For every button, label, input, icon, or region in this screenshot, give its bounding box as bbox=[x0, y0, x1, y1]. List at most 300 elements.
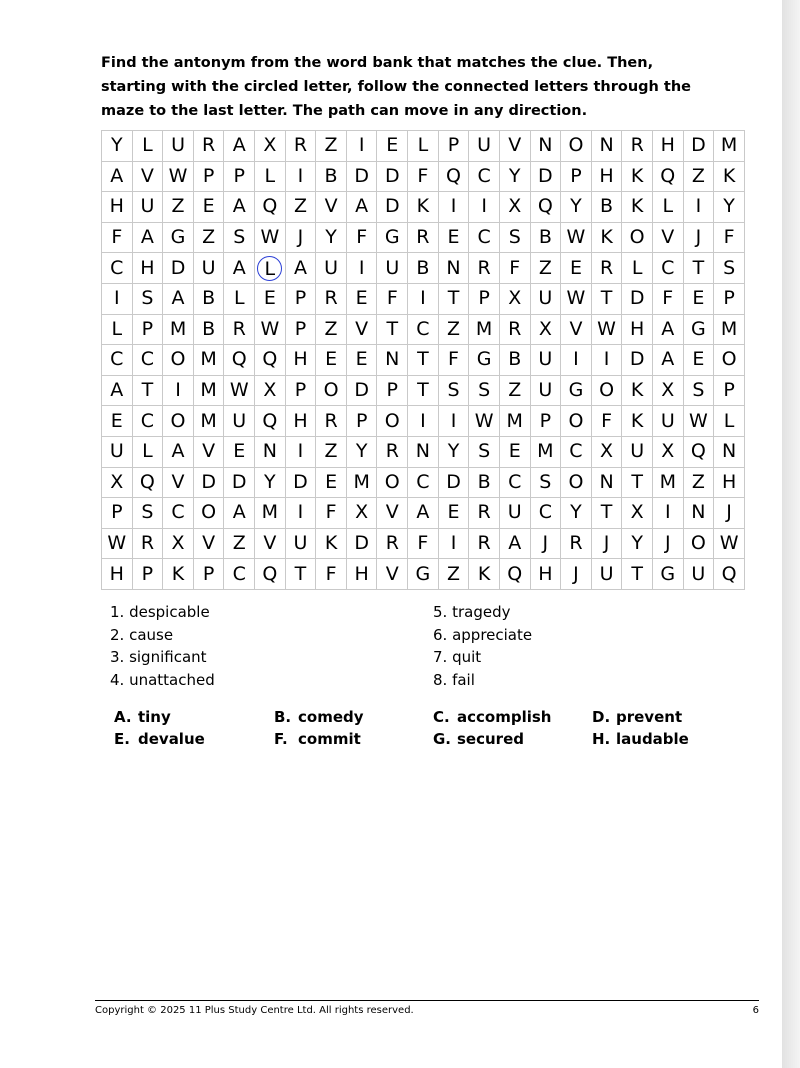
grid-cell bbox=[561, 406, 592, 437]
grid-cell bbox=[469, 253, 500, 284]
grid-letter: F bbox=[111, 226, 123, 249]
grid-letter: A bbox=[416, 501, 430, 524]
clue-item: 2. cause bbox=[110, 625, 174, 644]
grid-letter: E bbox=[569, 256, 582, 279]
grid-letter: M bbox=[720, 134, 738, 157]
word-bank bbox=[114, 708, 714, 752]
grid-letter: W bbox=[688, 409, 708, 432]
grid-letter: A bbox=[293, 256, 307, 279]
grid-letter: C bbox=[661, 256, 675, 279]
grid-cell bbox=[530, 375, 561, 406]
grid-letter: D bbox=[446, 470, 461, 493]
grid-cell bbox=[530, 528, 561, 559]
grid-cell bbox=[714, 345, 745, 376]
grid-letter: E bbox=[692, 348, 705, 371]
grid-letter: W bbox=[260, 317, 280, 340]
grid-cell bbox=[163, 406, 194, 437]
grid-cell bbox=[561, 222, 592, 253]
grid-letter: Y bbox=[264, 470, 276, 493]
grid-letter: V bbox=[324, 195, 338, 218]
grid-letter: F bbox=[356, 226, 368, 249]
grid-cell bbox=[469, 131, 500, 162]
grid-letter: H bbox=[630, 317, 645, 340]
grid-letter: I bbox=[695, 195, 702, 218]
word-bank-item bbox=[592, 730, 689, 748]
grid-letter: U bbox=[477, 134, 492, 157]
grid-letter: M bbox=[720, 317, 738, 340]
grid-letter: S bbox=[447, 379, 460, 402]
grid-letter: M bbox=[169, 317, 187, 340]
grid-letter: E bbox=[233, 440, 246, 463]
grid-letter: S bbox=[478, 440, 491, 463]
word-bank-word: prevent bbox=[616, 708, 683, 726]
grid-cell bbox=[285, 131, 316, 162]
grid-cell bbox=[499, 498, 530, 529]
grid-letter: S bbox=[692, 379, 705, 402]
grid-cell bbox=[530, 498, 561, 529]
grid-cell bbox=[285, 345, 316, 376]
word-bank-word: commit bbox=[298, 730, 361, 748]
grid-cell bbox=[102, 283, 133, 314]
grid-letter: P bbox=[141, 317, 154, 340]
grid-cell bbox=[438, 375, 469, 406]
word-bank-letter: E. bbox=[114, 730, 130, 748]
grid-letter: P bbox=[294, 317, 307, 340]
grid-letter: S bbox=[508, 226, 521, 249]
grid-cell bbox=[530, 283, 561, 314]
grid-cell bbox=[193, 406, 224, 437]
grid-letter: Q bbox=[660, 164, 676, 187]
grid-cell bbox=[408, 375, 439, 406]
grid-letter: N bbox=[262, 440, 277, 463]
grid-cell bbox=[652, 375, 683, 406]
grid-cell bbox=[469, 375, 500, 406]
grid-cell bbox=[591, 498, 622, 529]
grid-cell bbox=[408, 345, 439, 376]
grid-cell bbox=[102, 314, 133, 345]
grid-cell bbox=[255, 283, 286, 314]
grid-cell bbox=[469, 345, 500, 376]
grid-letter: L bbox=[723, 409, 735, 432]
grid-cell bbox=[316, 528, 347, 559]
grid-letter: T bbox=[386, 317, 399, 340]
grid-letter: U bbox=[385, 256, 400, 279]
grid-letter: C bbox=[538, 501, 552, 524]
grid-letter: R bbox=[599, 256, 614, 279]
grid-cell bbox=[591, 253, 622, 284]
grid-cell bbox=[499, 222, 530, 253]
grid-cell bbox=[652, 559, 683, 590]
grid-letter: U bbox=[660, 409, 675, 432]
grid-letter: C bbox=[416, 317, 430, 340]
grid-cell bbox=[683, 436, 714, 467]
grid-cell bbox=[499, 467, 530, 498]
grid-letter: N bbox=[446, 256, 461, 279]
grid-cell bbox=[530, 222, 561, 253]
grid-letter: I bbox=[450, 409, 457, 432]
grid-cell bbox=[561, 345, 592, 376]
grid-letter: H bbox=[538, 562, 553, 585]
clue-item: 4. unattached bbox=[110, 670, 215, 689]
grid-letter: W bbox=[566, 287, 586, 310]
grid-cell bbox=[224, 253, 255, 284]
grid-cell bbox=[438, 467, 469, 498]
grid-letter: K bbox=[630, 379, 644, 402]
grid-letter: O bbox=[384, 409, 400, 432]
grid-row bbox=[102, 467, 745, 498]
grid-cell bbox=[193, 222, 224, 253]
grid-letter: G bbox=[568, 379, 584, 402]
grid-letter: V bbox=[385, 501, 399, 524]
grid-cell bbox=[132, 192, 163, 223]
grid-cell bbox=[285, 436, 316, 467]
grid-letter: V bbox=[263, 532, 277, 555]
grid-cell bbox=[499, 283, 530, 314]
grid-cell bbox=[132, 345, 163, 376]
grid-letter: L bbox=[662, 195, 674, 218]
grid-letter: Y bbox=[570, 501, 582, 524]
grid-cell bbox=[408, 559, 439, 590]
grid-cell bbox=[316, 283, 347, 314]
grid-cell bbox=[714, 161, 745, 192]
grid-letter: R bbox=[232, 317, 246, 340]
grid-letter: A bbox=[661, 317, 675, 340]
grid-cell bbox=[683, 283, 714, 314]
grid-cell bbox=[316, 253, 347, 284]
grid-letter: F bbox=[417, 164, 429, 187]
grid-cell bbox=[622, 131, 653, 162]
grid-cell bbox=[591, 131, 622, 162]
grid-cell bbox=[683, 192, 714, 223]
grid-cell bbox=[377, 559, 408, 590]
grid-cell bbox=[377, 406, 408, 437]
grid-cell bbox=[377, 345, 408, 376]
grid-letter: K bbox=[600, 226, 613, 249]
grid-row bbox=[102, 559, 745, 590]
grid-cell bbox=[346, 283, 377, 314]
grid-cell bbox=[561, 283, 592, 314]
grid-letter: C bbox=[569, 440, 583, 463]
grid-cell bbox=[193, 161, 224, 192]
grid-letter: W bbox=[719, 532, 739, 555]
grid-letter: R bbox=[477, 501, 491, 524]
grid-cell bbox=[255, 161, 286, 192]
grid-cell bbox=[530, 314, 561, 345]
clue-item: 6. appreciate bbox=[433, 625, 533, 644]
grid-letter: Y bbox=[355, 440, 368, 463]
grid-letter: Z bbox=[171, 195, 185, 218]
grid-letter: U bbox=[599, 562, 614, 585]
grid-cell bbox=[285, 467, 316, 498]
grid-cell bbox=[163, 161, 194, 192]
letter-maze bbox=[101, 130, 745, 590]
grid-letter: A bbox=[232, 256, 246, 279]
grid-cell bbox=[652, 131, 683, 162]
word-bank-letter: C. bbox=[433, 708, 450, 726]
grid-letter: I bbox=[297, 440, 304, 463]
grid-letter: X bbox=[355, 501, 369, 524]
grid-cell bbox=[163, 314, 194, 345]
grid-cell bbox=[438, 131, 469, 162]
page-shadow bbox=[782, 0, 800, 1068]
grid-cell bbox=[193, 283, 224, 314]
grid-cell bbox=[622, 406, 653, 437]
grid-cell bbox=[499, 559, 530, 590]
grid-letter: J bbox=[603, 532, 610, 555]
grid-cell bbox=[652, 314, 683, 345]
grid-cell bbox=[438, 436, 469, 467]
grid-letter: R bbox=[630, 134, 644, 157]
grid-cell bbox=[438, 192, 469, 223]
grid-letter: S bbox=[478, 379, 491, 402]
grid-letter: R bbox=[508, 317, 522, 340]
grid-letter: E bbox=[202, 195, 215, 218]
grid-row bbox=[102, 253, 745, 284]
grid-cell bbox=[102, 375, 133, 406]
grid-letter: J bbox=[695, 226, 702, 249]
grid-cell bbox=[316, 375, 347, 406]
grid-cell bbox=[163, 498, 194, 529]
grid-letter: N bbox=[721, 440, 737, 463]
grid-letter: P bbox=[447, 134, 460, 157]
grid-cell bbox=[102, 192, 133, 223]
grid-row bbox=[102, 192, 745, 223]
grid-cell bbox=[591, 192, 622, 223]
grid-cell bbox=[408, 253, 439, 284]
grid-letter: I bbox=[297, 164, 304, 187]
grid-cell bbox=[622, 375, 653, 406]
grid-cell bbox=[438, 528, 469, 559]
grid-letter: O bbox=[690, 532, 706, 555]
grid-letter: D bbox=[384, 195, 400, 218]
grid-cell bbox=[591, 161, 622, 192]
grid-letter: E bbox=[692, 287, 705, 310]
grid-letter: D bbox=[629, 348, 645, 371]
grid-letter: O bbox=[721, 348, 737, 371]
grid-cell bbox=[377, 131, 408, 162]
grid-letter: T bbox=[417, 379, 429, 402]
grid-letter: Q bbox=[262, 409, 278, 432]
grid-letter: F bbox=[386, 287, 398, 310]
grid-letter: F bbox=[601, 409, 613, 432]
instructions: Find the antonym from the word bank that matches the clue. Then, starting with the circled letter, follow the connected letters through the maze to the last letter. The path can move in any direction. bbox=[101, 55, 692, 119]
grid-row bbox=[102, 375, 745, 406]
grid-letter: V bbox=[508, 134, 522, 157]
grid-letter: Q bbox=[231, 348, 247, 371]
grid-letter: I bbox=[450, 532, 457, 555]
grid-letter: P bbox=[141, 562, 154, 585]
grid-cell bbox=[652, 161, 683, 192]
grid-cell bbox=[714, 406, 745, 437]
grid-cell bbox=[132, 498, 163, 529]
grid-cell bbox=[102, 253, 133, 284]
grid-letter: K bbox=[630, 195, 644, 218]
grid-letter: O bbox=[568, 134, 584, 157]
grid-letter: U bbox=[538, 379, 553, 402]
grid-letter: T bbox=[600, 287, 613, 310]
word-bank-item bbox=[274, 730, 361, 748]
grid-cell bbox=[377, 192, 408, 223]
word-bank-word: laudable bbox=[616, 730, 689, 748]
grid-cell bbox=[255, 314, 286, 345]
grid-cell bbox=[683, 498, 714, 529]
grid-letter: R bbox=[477, 256, 491, 279]
grid-letter: E bbox=[386, 134, 399, 157]
grid-letter: E bbox=[325, 470, 338, 493]
grid-letter: J bbox=[726, 501, 732, 524]
grid-letter: E bbox=[355, 348, 368, 371]
grid-cell bbox=[622, 467, 653, 498]
grid-cell bbox=[255, 436, 286, 467]
grid-letter: K bbox=[630, 164, 644, 187]
grid-letter: E bbox=[447, 501, 460, 524]
grid-letter: N bbox=[691, 501, 706, 524]
grid-letter: E bbox=[325, 348, 338, 371]
grid-letter: W bbox=[566, 226, 586, 249]
grid-cell bbox=[316, 467, 347, 498]
grid-cell bbox=[561, 314, 592, 345]
grid-cell bbox=[316, 559, 347, 590]
grid-cell bbox=[377, 375, 408, 406]
grid-cell bbox=[714, 436, 745, 467]
grid-cell bbox=[591, 222, 622, 253]
grid-letter: S bbox=[233, 226, 246, 249]
grid-cell bbox=[163, 283, 194, 314]
grid-letter: T bbox=[692, 256, 705, 279]
grid-cell bbox=[285, 406, 316, 437]
grid-cell bbox=[193, 345, 224, 376]
grid-cell bbox=[132, 253, 163, 284]
grid-letter: K bbox=[477, 562, 491, 585]
grid-cell bbox=[285, 161, 316, 192]
grid-cell bbox=[102, 467, 133, 498]
grid-cell bbox=[622, 222, 653, 253]
grid-cell bbox=[591, 375, 622, 406]
grid-letter: A bbox=[171, 287, 185, 310]
grid-letter: C bbox=[477, 226, 491, 249]
grid-cell bbox=[652, 528, 683, 559]
grid-cell bbox=[499, 345, 530, 376]
footer-divider bbox=[95, 1000, 759, 1001]
grid-letter: W bbox=[597, 317, 616, 340]
grid-cell bbox=[591, 528, 622, 559]
grid-cell bbox=[714, 314, 745, 345]
grid-cell bbox=[316, 192, 347, 223]
grid-letter: Q bbox=[690, 440, 706, 463]
grid-cell bbox=[438, 559, 469, 590]
grid-letter: O bbox=[599, 379, 615, 402]
clue-list-right bbox=[433, 601, 532, 691]
grid-cell bbox=[683, 345, 714, 376]
grid-letter: O bbox=[170, 348, 186, 371]
word-bank-letter: B. bbox=[274, 708, 292, 726]
grid-row bbox=[102, 131, 745, 162]
grid-cell bbox=[255, 467, 286, 498]
grid-letter: R bbox=[293, 134, 308, 157]
grid-letter: N bbox=[599, 470, 614, 493]
grid-cell bbox=[285, 528, 316, 559]
grid-cell bbox=[499, 131, 530, 162]
grid-cell bbox=[561, 498, 592, 529]
grid-cell bbox=[622, 283, 653, 314]
grid-cell bbox=[622, 192, 653, 223]
grid-letter: C bbox=[416, 470, 430, 493]
grid-cell bbox=[316, 345, 347, 376]
grid-letter: X bbox=[263, 134, 277, 157]
grid-cell bbox=[561, 161, 592, 192]
grid-letter: M bbox=[353, 470, 370, 493]
clue-item: 8. fail bbox=[433, 670, 475, 689]
grid-cell bbox=[408, 161, 439, 192]
grid-cell bbox=[438, 222, 469, 253]
grid-cell bbox=[132, 283, 163, 314]
grid-cell bbox=[346, 406, 377, 437]
grid-letter: X bbox=[508, 195, 522, 218]
grid-letter: G bbox=[170, 226, 186, 249]
grid-cell bbox=[316, 314, 347, 345]
grid-letter: Y bbox=[723, 195, 735, 218]
grid-letter: L bbox=[631, 256, 643, 279]
grid-cell bbox=[499, 436, 530, 467]
grid-cell bbox=[285, 498, 316, 529]
grid-cell bbox=[469, 222, 500, 253]
grid-letter: W bbox=[168, 164, 188, 187]
grid-letter: C bbox=[110, 348, 124, 371]
grid-letter: F bbox=[325, 501, 337, 524]
clue-list-left bbox=[110, 601, 215, 691]
grid-cell bbox=[714, 283, 745, 314]
word-bank-word: comedy bbox=[298, 708, 364, 726]
grid-cell bbox=[561, 375, 592, 406]
grid-letter: A bbox=[508, 532, 522, 555]
grid-letter: Y bbox=[325, 226, 337, 249]
grid-letter: C bbox=[140, 348, 155, 371]
grid-cell bbox=[255, 131, 286, 162]
grid-cell bbox=[255, 345, 286, 376]
grid-letter: G bbox=[691, 317, 706, 340]
grid-cell bbox=[714, 467, 745, 498]
grid-letter: M bbox=[200, 379, 217, 402]
grid-letter: P bbox=[111, 501, 123, 524]
grid-letter: S bbox=[141, 287, 154, 310]
grid-cell bbox=[224, 222, 255, 253]
grid-cell bbox=[163, 436, 194, 467]
grid-letter: Z bbox=[324, 317, 338, 340]
grid-cell bbox=[346, 131, 377, 162]
grid-cell bbox=[469, 406, 500, 437]
grid-cell bbox=[530, 192, 561, 223]
grid-cell bbox=[102, 436, 133, 467]
grid-cell bbox=[377, 161, 408, 192]
grid-cell bbox=[530, 436, 561, 467]
grid-cell bbox=[408, 222, 439, 253]
grid-cell bbox=[377, 528, 408, 559]
grid-cell bbox=[377, 283, 408, 314]
grid-letter: F bbox=[417, 532, 429, 555]
grid-cell bbox=[377, 314, 408, 345]
grid-cell bbox=[499, 192, 530, 223]
grid-cell bbox=[163, 559, 194, 590]
grid-cell bbox=[622, 345, 653, 376]
grid-letter: M bbox=[537, 440, 554, 463]
grid-letter: J bbox=[664, 532, 671, 555]
grid-letter: H bbox=[660, 134, 675, 157]
grid-letter: N bbox=[599, 134, 614, 157]
word-bank-letter: A. bbox=[114, 708, 132, 726]
grid-letter: P bbox=[202, 164, 215, 187]
grid-cell bbox=[224, 498, 255, 529]
grid-cell bbox=[561, 192, 592, 223]
